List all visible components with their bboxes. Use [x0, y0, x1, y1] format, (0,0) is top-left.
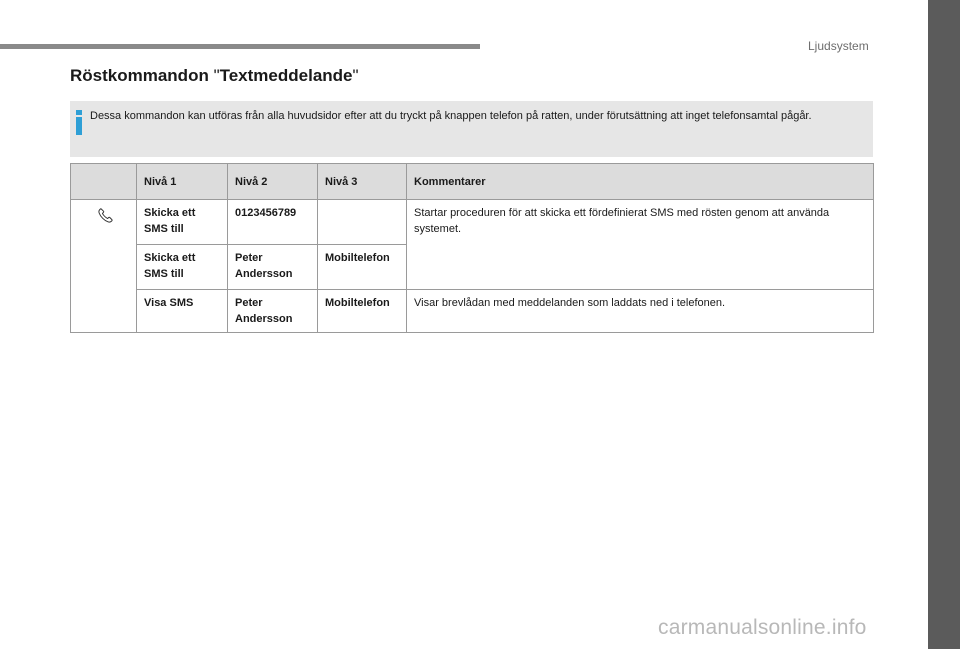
row1-level2: 0123456789 — [228, 200, 318, 245]
row3-level1: Visa SMS — [137, 290, 228, 333]
row1-level1: Skicka ett SMS till — [137, 200, 228, 245]
table-header-row — [71, 164, 874, 200]
page-number: 13 — [902, 604, 915, 616]
title-emphasis: Textmeddelande — [219, 66, 353, 85]
title-quote-close: " — [352, 66, 359, 85]
header-level3: Nivå 3 — [318, 164, 407, 200]
page-title — [70, 66, 359, 86]
command-table — [70, 163, 874, 333]
row3-comment: Visar brevlådan med meddelanden som laddats ned i telefonen. — [407, 290, 874, 333]
title-main: Röstkommandon — [70, 66, 214, 85]
watermark: carmanualsonline.info — [658, 616, 867, 639]
row2-level3: Mobiltelefon — [318, 245, 407, 290]
header-icon-col — [71, 164, 137, 200]
row1-comment: Startar proceduren för att skicka ett fördefinierat SMS med rösten genom att använda systemet. — [407, 200, 874, 290]
title-quote-open: " — [213, 66, 220, 85]
page-marker-dot — [906, 592, 911, 597]
table-row — [71, 200, 874, 245]
right-side-band — [928, 0, 960, 649]
info-icon — [75, 110, 83, 136]
row3-level3: Mobiltelefon — [318, 290, 407, 333]
section-label: Ljudsystem — [808, 39, 869, 53]
top-rule — [0, 44, 480, 49]
info-text: Dessa kommandon kan utföras från alla huvudsidor efter att du tryckt på knappen telefon på ratten, under förutsättning att inget telefonsamtal pågår. — [90, 110, 812, 122]
header-comments: Kommentarer — [407, 164, 874, 200]
row3-level2: Peter Andersson — [228, 290, 318, 333]
phone-icon — [78, 207, 129, 225]
table-row — [71, 290, 874, 333]
row2-level1: Skicka ett SMS till — [137, 245, 228, 290]
row1-level3 — [318, 200, 407, 245]
phone-icon-cell — [71, 200, 137, 333]
header-level2: Nivå 2 — [228, 164, 318, 200]
row2-level2: Peter Andersson — [228, 245, 318, 290]
header-level1: Nivå 1 — [137, 164, 228, 200]
info-box — [70, 101, 873, 157]
